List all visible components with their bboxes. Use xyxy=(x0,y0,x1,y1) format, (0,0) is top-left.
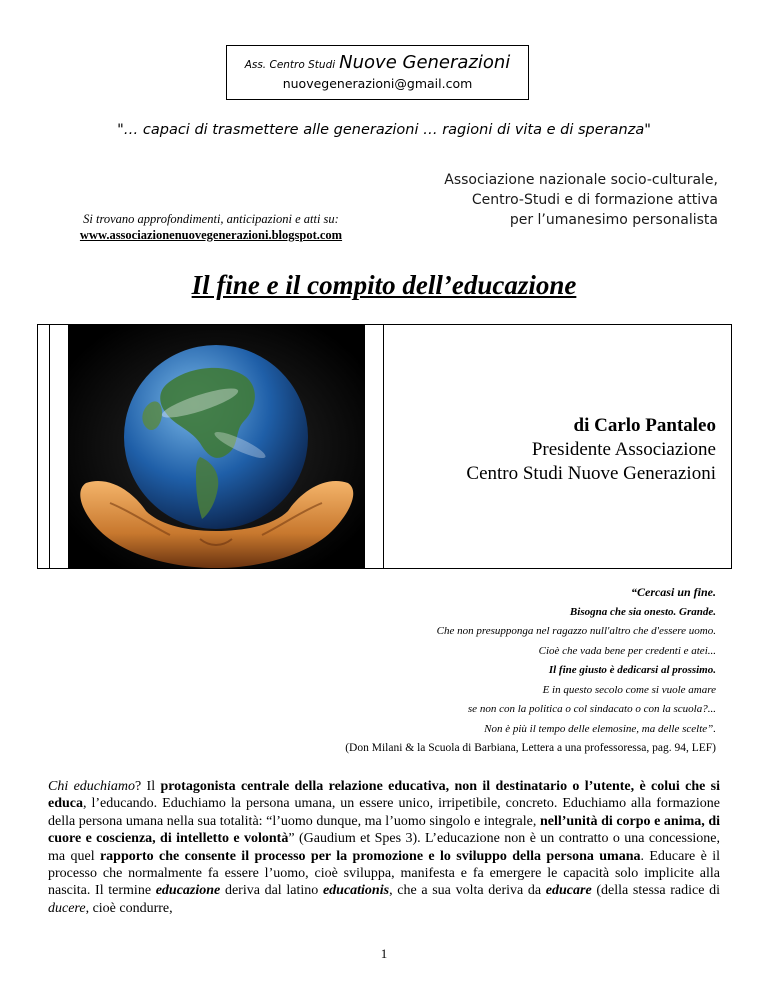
blog-link[interactable]: www.associazionenuovegenerazioni.blogspot.com xyxy=(79,228,343,242)
body-paragraph xyxy=(48,778,720,917)
quote-line: Bisogna che sia onesto. Grande. xyxy=(569,605,716,618)
quote-line: Che non presupponga nel ragazzo null'altro che d'essere uomo. xyxy=(436,625,716,637)
body-span: educazione xyxy=(155,883,221,899)
body-span: nell’unità di corpo e anima, di cuore e coscienza, di intelletto e volontà xyxy=(48,813,720,847)
author-role: Presidente Associazione xyxy=(531,439,716,460)
body-span: educare xyxy=(545,883,592,899)
body-span: educationis xyxy=(322,883,390,899)
page-number: 1 xyxy=(380,946,388,961)
quote-line: Non è più il tempo delle elemosine, ma delle scelte”. xyxy=(484,722,716,735)
document-title: Il fine e il compito dell’educazione xyxy=(191,270,577,300)
body-span: , che a sua volta deriva da xyxy=(389,883,546,899)
quote-line: Cioè che vada bene per credenti e atei... xyxy=(538,644,716,657)
body-span: Chi educhiamo xyxy=(48,779,135,794)
quote-line: E in questo secolo come si vuole amare xyxy=(542,683,716,696)
association-line-2: Centro-Studi e di formazione attiva xyxy=(471,192,718,208)
quote-line: Il fine giusto è dedicarsi al prossimo. xyxy=(548,664,716,676)
quote-source: (Don Milani & la Scuola di Barbiana, Lettera a una professoressa, pag. 94, LEF) xyxy=(345,742,716,754)
author-block xyxy=(466,414,716,486)
association-line-1: Associazione nazionale socio-culturale, xyxy=(444,172,718,188)
info-block xyxy=(36,211,386,243)
quote-line: “Cercasi un fine. xyxy=(630,585,716,599)
header-title xyxy=(227,52,528,73)
header-big-text: Nuove Generazioni xyxy=(339,52,511,73)
header-email: nuovegenerazioni@gmail.com xyxy=(282,76,473,91)
body-span: ? Il xyxy=(135,779,161,794)
body-span: rapporto che consente il processo per la promozione e lo sviluppo della persona umana xyxy=(99,848,641,864)
association-line-3: per l’umanesimo personalista xyxy=(509,212,718,228)
quote-line: se non con la politica o col sindacato o con la scuola?... xyxy=(467,703,716,715)
info-text: Si trovano approfondimenti, anticipazioni e atti su: xyxy=(83,212,339,226)
association-description xyxy=(444,170,718,230)
motto: "… capaci di trasmettere alle generazioni … ragioni di vita e di speranza" xyxy=(117,122,651,138)
body-span: deriva dal latino xyxy=(220,883,323,899)
body-span: ” (Gaudium et Spes 3). L’educazione non è un contratto o una concessione, ma quel xyxy=(48,831,720,864)
body-span: ducere xyxy=(48,900,86,916)
header-box xyxy=(226,45,529,100)
body-span: (della stessa radice di xyxy=(591,883,720,899)
body-span: , l’educando. Educhiamo la persona umana, un essere unico, irripetibile, concreto. Educhiamo alla formazione della persona umana nella sua totalità: “l’uomo dunque, ma l’uomo singolo e integrale, xyxy=(48,796,720,829)
body-span: , cioè condurre, xyxy=(85,900,173,916)
globe-in-hands-image xyxy=(49,325,384,568)
author-org: Centro Studi Nuove Generazioni xyxy=(466,463,716,484)
body-span: protagonista centrale della relazione educativa, non il destinatario o l’utente, è colui che si educa xyxy=(48,779,721,812)
author-name: di Carlo Pantaleo xyxy=(573,415,716,436)
body-span: . Educare è il processo che normalmente fa essere l’uomo, cioè sviluppa, manifesta e fa emergere le capacità solo implicite alla nascita. Il termine xyxy=(48,848,720,899)
epigraph-quote xyxy=(345,583,716,759)
header-small-text: Ass. Centro Studi xyxy=(244,59,336,71)
